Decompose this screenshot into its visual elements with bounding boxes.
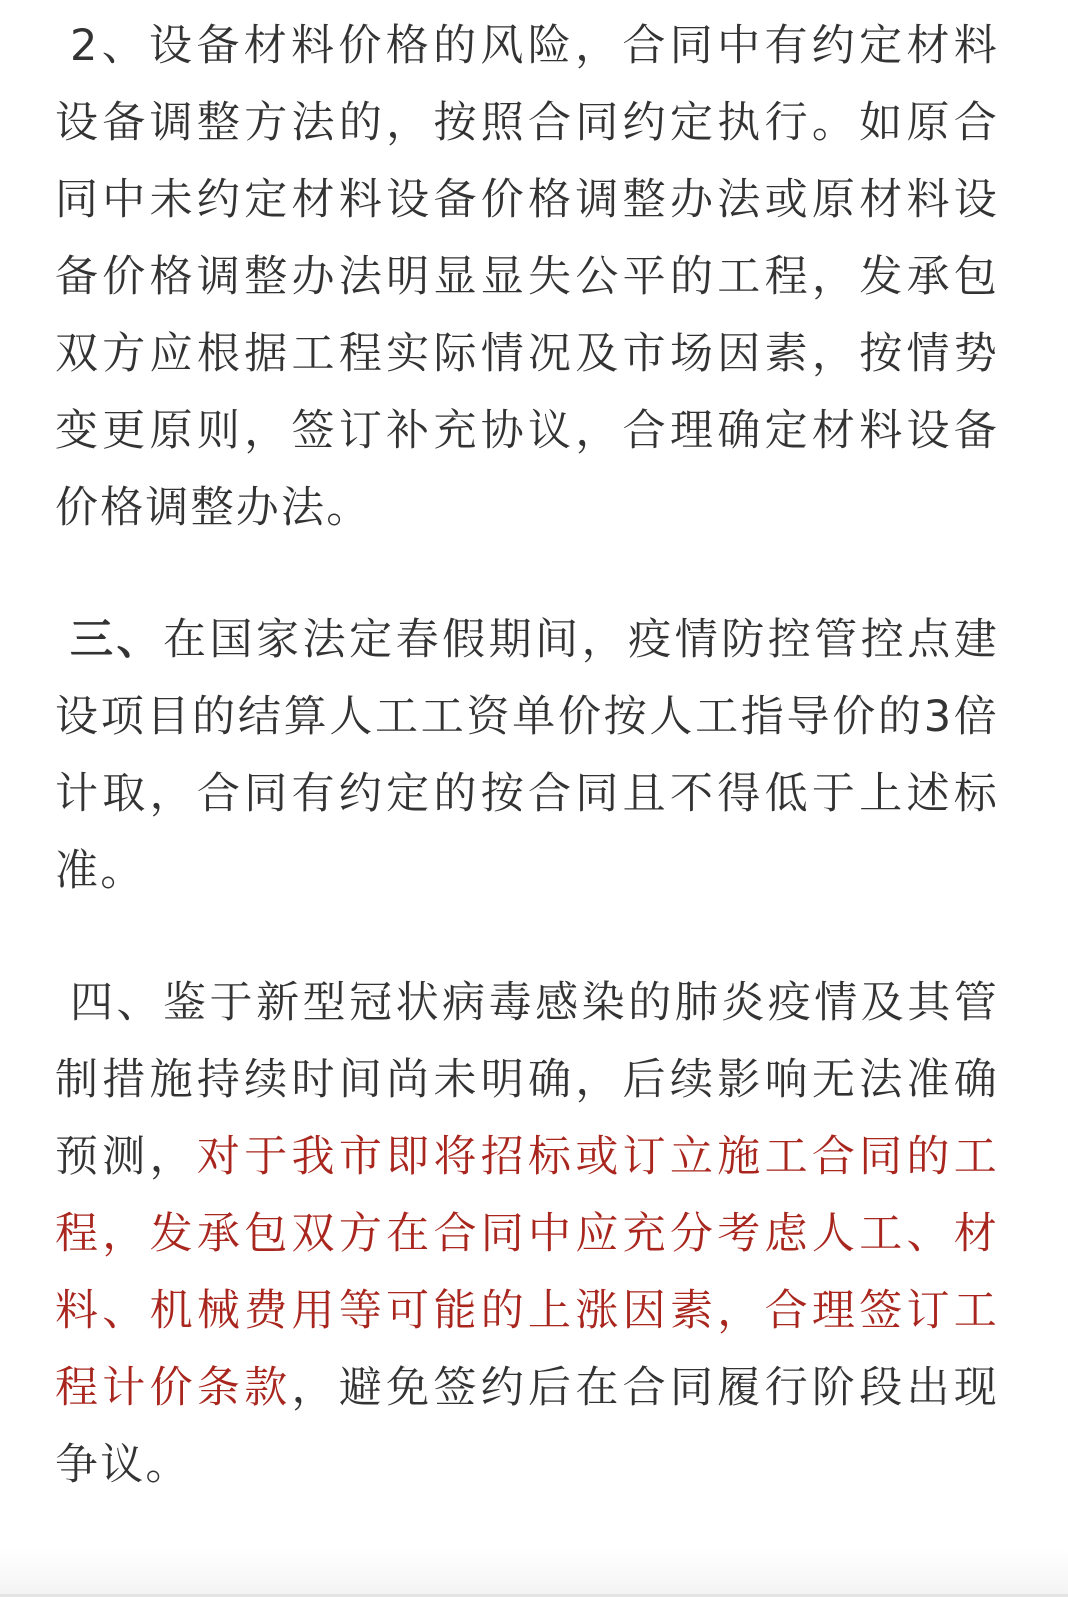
paragraph-text: 四、鉴于新型冠状病毒感染的肺炎疫情及其管制措施持续时间尚未明确，后续影响无法准确预测， (55, 978, 999, 1182)
paragraph-epidemic-impact (55, 965, 999, 1504)
bottom-fade (0, 1549, 1068, 1597)
paragraph-text: 在国家法定春假期间，疫情防控管控点建设项目的结算人工工资单价按人工指导价的3倍计取，合同有约定的按合同且不得低于上述标准。 (55, 615, 999, 896)
paragraph-text-end: ，避免签约后在合同履行阶段出现争议。 (55, 1363, 1000, 1490)
highlighted-text: 对于我市即将招标或订立施工合同的工程，发承包双方在合同中应充分考虑人工、材料、机械费用等可能的上涨因素，合理签订工程计价条款 (55, 1132, 999, 1413)
section-number: 三、 (70, 615, 164, 665)
paragraph-holiday-wage (55, 602, 999, 910)
article-body (55, 8, 999, 1504)
paragraph-material-price-risk (55, 8, 999, 547)
paragraph-text: 2、设备材料价格的风险，合同中有约定材料设备调整方法的，按照合同约定执行。如原合同中未约定材料设备价格调整办法或原材料设备价格调整办法明显显失公平的工程，发承包双方应根据工程实际情况及市场因素，按情势变更原则，签订补充协议，合理确定材料设备价格调整办法。 (55, 21, 999, 533)
